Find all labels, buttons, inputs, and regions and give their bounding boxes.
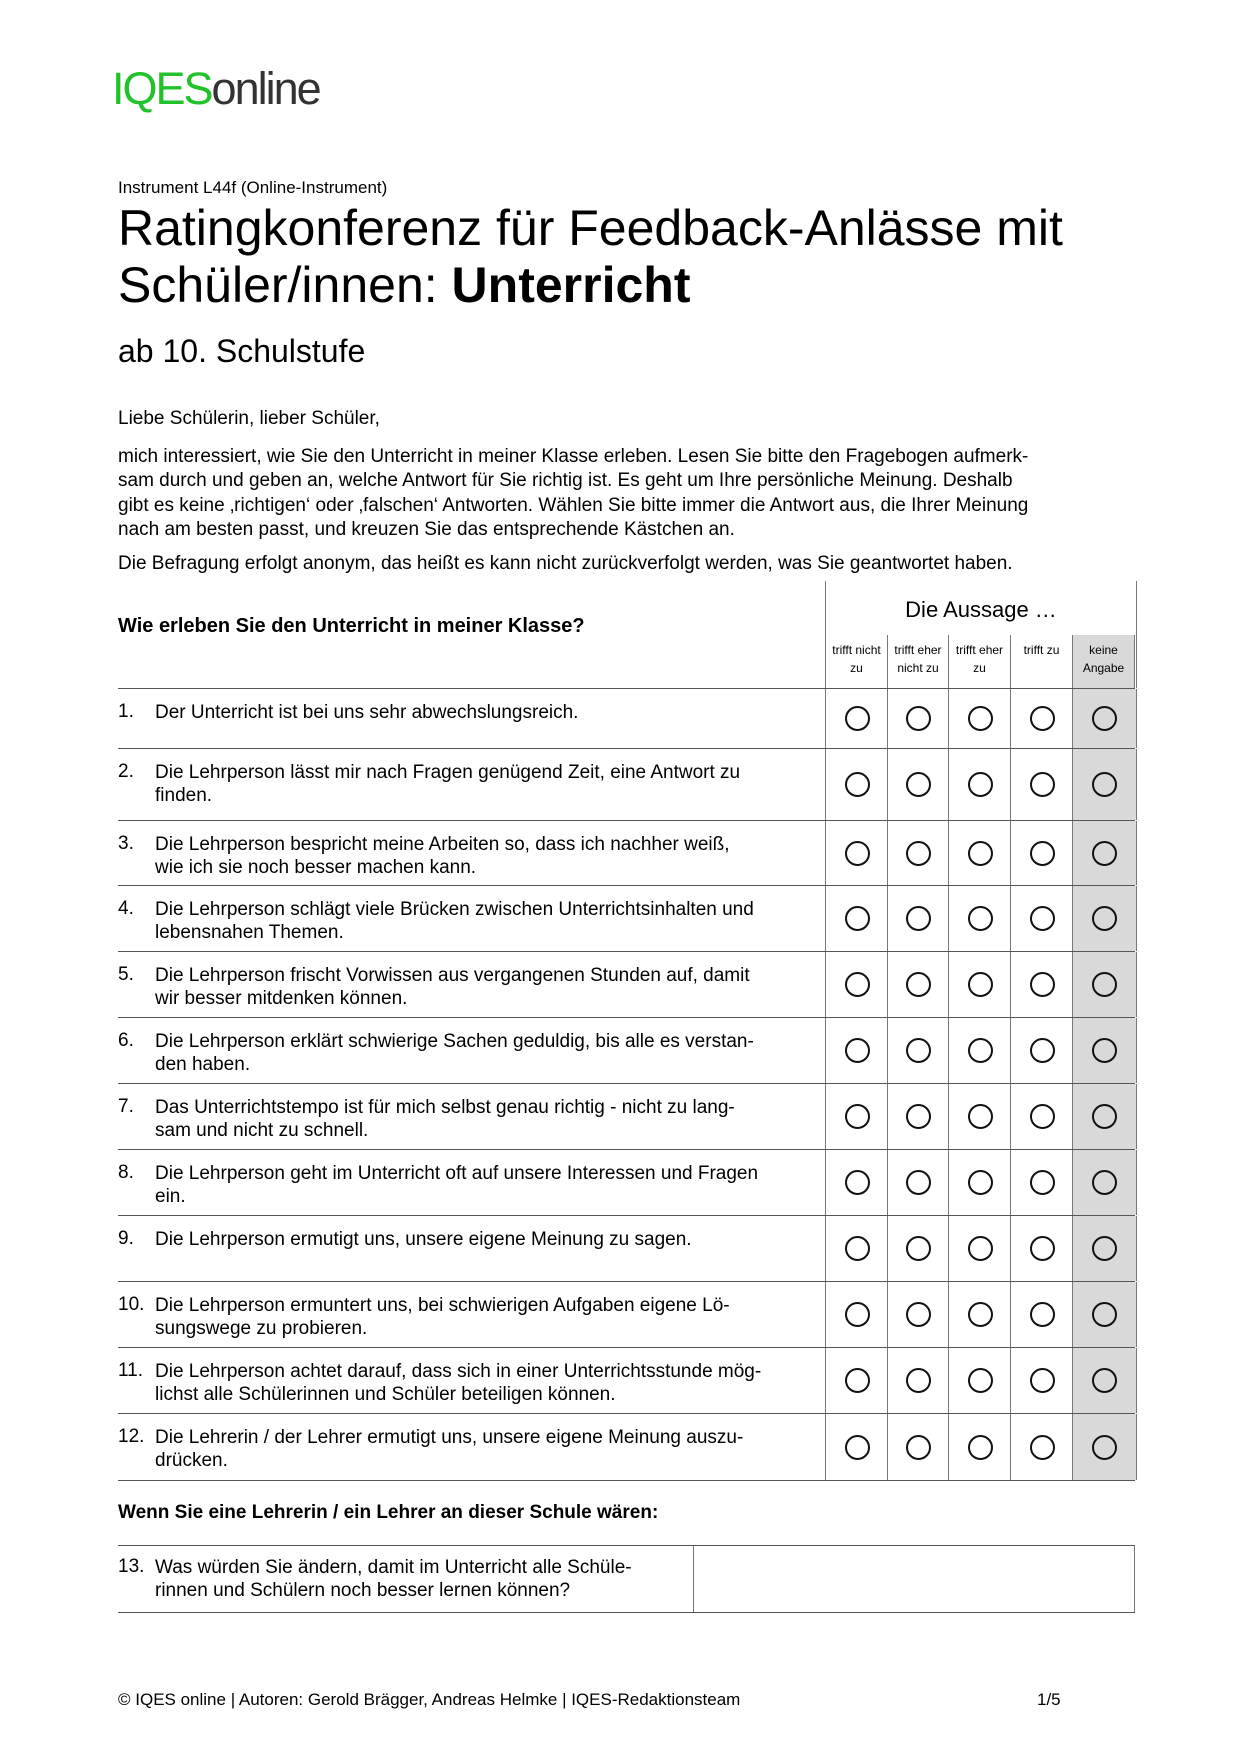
rating-option-4[interactable] <box>1010 1150 1073 1215</box>
rating-option-4[interactable] <box>1010 1018 1073 1083</box>
radio-circle-icon[interactable] <box>1092 906 1117 931</box>
radio-circle-icon[interactable] <box>906 1104 931 1129</box>
iqes-logo: IQESonline <box>112 63 320 114</box>
rating-option-2[interactable] <box>887 749 949 820</box>
radio-circle-icon[interactable] <box>906 1435 931 1460</box>
radio-circle-icon[interactable] <box>968 1236 993 1261</box>
radio-circle-icon[interactable] <box>968 1104 993 1129</box>
rating-option-3[interactable] <box>948 1018 1011 1083</box>
rating-option-2[interactable] <box>887 1084 949 1149</box>
radio-circle-icon[interactable] <box>906 1236 931 1261</box>
radio-circle-icon[interactable] <box>906 706 931 731</box>
rating-option-2[interactable] <box>887 1018 949 1083</box>
rating-option-5[interactable] <box>1072 689 1137 748</box>
radio-circle-icon[interactable] <box>845 1104 870 1129</box>
footer-text: © IQES online | Autoren: Gerold Brägger, Andreas Helmke | IQES-Redaktionsteam <box>118 1690 741 1709</box>
question-row: 1. Der Unterricht ist bei uns sehr abwechslungsreich. <box>118 689 1135 749</box>
rating-option-5[interactable] <box>1072 1282 1137 1347</box>
scale-heading: Die Aussage … <box>905 597 1057 622</box>
open-answer-field[interactable] <box>693 1546 1135 1612</box>
rating-option-1[interactable] <box>825 1414 888 1480</box>
radio-circle-icon[interactable] <box>968 1435 993 1460</box>
radio-circle-icon[interactable] <box>968 841 993 866</box>
radio-circle-icon[interactable] <box>906 772 931 797</box>
question-text: Die Lehrperson geht im Unterricht oft auf unsere Interessen und Fragen ein. <box>155 1163 759 1207</box>
question-row: 5. Die Lehrperson frischt Vorwissen aus vergangenen Stunden auf, damit wir besser mitdenken können. <box>118 952 1135 1018</box>
radio-circle-icon[interactable] <box>968 772 993 797</box>
rating-option-4[interactable] <box>1010 1084 1073 1149</box>
radio-circle-icon[interactable] <box>845 1170 870 1195</box>
rating-option-1[interactable] <box>825 1282 888 1347</box>
radio-circle-icon[interactable] <box>845 772 870 797</box>
radio-circle-icon[interactable] <box>1030 1104 1055 1129</box>
question-text: Die Lehrperson lässt mir nach Fragen genügend Zeit, eine Antwort zu finden. <box>155 762 741 806</box>
rating-option-3[interactable] <box>948 1216 1011 1281</box>
column-header-1: trifft nicht zu <box>825 635 887 688</box>
question-row: 4. Die Lehrperson schlägt viele Brücken zwischen Unterrichtsinhalten und lebensnahen Themen. <box>118 886 1135 952</box>
radio-circle-icon[interactable] <box>845 706 870 731</box>
question-text: Die Lehrperson achtet darauf, dass sich in einer Unterrichtsstunde mög- lichst alle Schülerinnen und Schüler beteiligen können. <box>155 1361 762 1405</box>
question-row: 3. Die Lehrperson bespricht meine Arbeiten so, dass ich nachher weiß, wie ich sie noch besser machen kann. <box>118 821 1135 886</box>
subtitle: ab 10. Schulstufe <box>118 333 366 369</box>
radio-circle-icon[interactable] <box>906 1368 931 1393</box>
rating-option-2[interactable] <box>887 1348 949 1413</box>
radio-circle-icon[interactable] <box>1092 972 1117 997</box>
rating-option-1[interactable] <box>825 952 888 1017</box>
greeting: Liebe Schülerin, lieber Schüler, <box>118 408 380 429</box>
rating-option-2[interactable] <box>887 689 949 748</box>
rating-option-3[interactable] <box>948 689 1011 748</box>
question-row: 2. Die Lehrperson lässt mir nach Fragen genügend Zeit, eine Antwort zu finden. <box>118 749 1135 821</box>
rating-option-3[interactable] <box>948 749 1011 820</box>
rating-option-4[interactable] <box>1010 1282 1073 1347</box>
rating-option-5[interactable] <box>1072 1414 1137 1480</box>
rating-option-5[interactable] <box>1072 749 1137 820</box>
question-row: 11. Die Lehrperson achtet darauf, dass sich in einer Unterrichtsstunde mög- lichst alle Schülerinnen und Schüler beteiligen können. <box>118 1348 1135 1414</box>
radio-circle-icon[interactable] <box>845 1435 870 1460</box>
column-header-2: trifft eher nicht zu <box>887 635 948 688</box>
question-row: 12. Die Lehrerin / der Lehrer ermutigt uns, unsere eigene Meinung auszu- drücken. <box>118 1414 1135 1481</box>
radio-circle-icon[interactable] <box>968 1302 993 1327</box>
open-section-heading: Wenn Sie eine Lehrerin / ein Lehrer an dieser Schule wären: <box>118 1502 659 1523</box>
rating-table <box>118 581 1135 1481</box>
radio-circle-icon[interactable] <box>906 1302 931 1327</box>
rating-option-1[interactable] <box>825 1018 888 1083</box>
radio-circle-icon[interactable] <box>906 972 931 997</box>
column-header-4: trifft zu <box>1010 635 1072 688</box>
radio-circle-icon[interactable] <box>1092 1236 1117 1261</box>
rating-option-4[interactable] <box>1010 1414 1073 1480</box>
question-row: 6. Die Lehrperson erklärt schwierige Sachen geduldig, bis alle es verstan- den haben. <box>118 1018 1135 1084</box>
rating-option-5[interactable] <box>1072 821 1137 885</box>
radio-circle-icon[interactable] <box>968 972 993 997</box>
rating-option-5[interactable] <box>1072 886 1137 951</box>
rating-option-1[interactable] <box>825 1216 888 1281</box>
rating-option-3[interactable] <box>948 1348 1011 1413</box>
rating-option-2[interactable] <box>887 821 949 885</box>
rating-option-4[interactable] <box>1010 749 1073 820</box>
question-row: 10. Die Lehrperson ermuntert uns, bei schwierigen Aufgaben eigene Lö- sungswege zu probieren. <box>118 1282 1135 1348</box>
radio-circle-icon[interactable] <box>1030 972 1055 997</box>
radio-circle-icon[interactable] <box>968 706 993 731</box>
radio-circle-icon[interactable] <box>845 841 870 866</box>
radio-circle-icon[interactable] <box>845 1236 870 1261</box>
radio-circle-icon[interactable] <box>1092 1038 1117 1063</box>
radio-circle-icon[interactable] <box>1030 772 1055 797</box>
question-text: Die Lehrperson bespricht meine Arbeiten so, dass ich nachher weiß, wie ich sie noch besser machen kann. <box>155 834 730 878</box>
rating-option-3[interactable] <box>948 1414 1011 1480</box>
table-header <box>118 581 1135 689</box>
rating-option-3[interactable] <box>948 952 1011 1017</box>
radio-circle-icon[interactable] <box>1030 906 1055 931</box>
radio-circle-icon[interactable] <box>1030 1170 1055 1195</box>
radio-circle-icon[interactable] <box>968 906 993 931</box>
rating-option-4[interactable] <box>1010 886 1073 951</box>
page-title: Ratingkonferenz für Feedback-Anlässe mit Schüler/innen: Unterricht <box>118 200 1063 313</box>
rating-option-4[interactable] <box>1010 689 1073 748</box>
radio-circle-icon[interactable] <box>845 1302 870 1327</box>
instrument-label: Instrument L44f (Online-Instrument) <box>118 178 388 197</box>
radio-circle-icon[interactable] <box>1092 1368 1117 1393</box>
radio-circle-icon[interactable] <box>1030 1368 1055 1393</box>
question-text: Die Lehrperson erklärt schwierige Sachen geduldig, bis alle es verstan- den haben. <box>155 1031 754 1075</box>
column-header-5: keine Angabe <box>1072 635 1135 688</box>
radio-circle-icon[interactable] <box>1030 1038 1055 1063</box>
radio-circle-icon[interactable] <box>845 1038 870 1063</box>
radio-circle-icon[interactable] <box>906 906 931 931</box>
question-heading: Wie erleben Sie den Unterricht in meiner Klasse? <box>118 615 585 637</box>
rating-option-4[interactable] <box>1010 1348 1073 1413</box>
rating-option-1[interactable] <box>825 689 888 748</box>
radio-circle-icon[interactable] <box>845 1368 870 1393</box>
radio-circle-icon[interactable] <box>906 841 931 866</box>
rating-option-1[interactable] <box>825 1348 888 1413</box>
rating-option-3[interactable] <box>948 1084 1011 1149</box>
rating-option-1[interactable] <box>825 886 888 951</box>
rating-option-1[interactable] <box>825 749 888 820</box>
radio-circle-icon[interactable] <box>968 1170 993 1195</box>
radio-circle-icon[interactable] <box>1092 1435 1117 1460</box>
question-text: Die Lehrperson frischt Vorwissen aus vergangenen Stunden auf, damit wir besser mitdenken können. <box>155 965 750 1009</box>
radio-circle-icon[interactable] <box>906 1170 931 1195</box>
question-row: 8. Die Lehrperson geht im Unterricht oft auf unsere Interessen und Fragen ein. <box>118 1150 1135 1216</box>
rating-option-1[interactable] <box>825 1084 888 1149</box>
anonymity-note: Die Befragung erfolgt anonym, das heißt es kann nicht zurückverfolgt werden, was Sie geantwortet haben. <box>118 553 1013 574</box>
radio-circle-icon[interactable] <box>1030 1302 1055 1327</box>
rating-option-2[interactable] <box>887 1414 949 1480</box>
rating-option-4[interactable] <box>1010 952 1073 1017</box>
radio-circle-icon[interactable] <box>845 972 870 997</box>
question-text: Das Unterrichtstempo ist für mich selbst genau richtig - nicht zu lang- sam und nicht zu schnell. <box>155 1097 735 1141</box>
radio-circle-icon[interactable] <box>1030 706 1055 731</box>
rating-option-1[interactable] <box>825 1150 888 1215</box>
rating-option-1[interactable] <box>825 821 888 885</box>
radio-circle-icon[interactable] <box>1092 841 1117 866</box>
rating-option-3[interactable] <box>948 821 1011 885</box>
question-text: Die Lehrperson ermuntert uns, bei schwierigen Aufgaben eigene Lö- sungswege zu probieren. <box>155 1295 730 1339</box>
radio-circle-icon[interactable] <box>968 1038 993 1063</box>
page-number: 1/5 <box>1037 1690 1061 1709</box>
radio-circle-icon[interactable] <box>1030 1236 1055 1261</box>
rating-option-2[interactable] <box>887 1216 949 1281</box>
rating-option-2[interactable] <box>887 1282 949 1347</box>
rating-option-5[interactable] <box>1072 1084 1137 1149</box>
question-text: Die Lehrerin / der Lehrer ermutigt uns, unsere eigene Meinung auszu- drücken. <box>155 1427 744 1471</box>
radio-circle-icon[interactable] <box>845 906 870 931</box>
radio-circle-icon[interactable] <box>1092 706 1117 731</box>
rating-option-2[interactable] <box>887 1150 949 1215</box>
rating-option-5[interactable] <box>1072 1018 1137 1083</box>
rating-option-2[interactable] <box>887 952 949 1017</box>
radio-circle-icon[interactable] <box>1030 1435 1055 1460</box>
rating-option-4[interactable] <box>1010 821 1073 885</box>
rating-option-2[interactable] <box>887 886 949 951</box>
radio-circle-icon[interactable] <box>1092 1302 1117 1327</box>
rating-option-4[interactable] <box>1010 1216 1073 1281</box>
intro-paragraph: mich interessiert, wie Sie den Unterricht in meiner Klasse erleben. Lesen Sie bitte den Fragebogen aufmerk- sam durch und geben an, welche Antwort für Sie richtig ist. Es geht um Ihre persönliche Meinung. Deshalb gibt es keine ‚richtigen‘ oder ‚falschen‘ Antworten. Wählen Sie bitte immer die Antwort aus, die Ihrer Meinung nach am besten passt, und kreuzen Sie das entsprechende Kästchen an. <box>118 446 1029 540</box>
radio-circle-icon[interactable] <box>906 1038 931 1063</box>
radio-circle-icon[interactable] <box>1092 1170 1117 1195</box>
rating-option-3[interactable] <box>948 1150 1011 1215</box>
column-header-3: trifft eher zu <box>948 635 1010 688</box>
rating-option-5[interactable] <box>1072 1150 1137 1215</box>
question-row: 7. Das Unterrichtstempo ist für mich selbst genau richtig - nicht zu lang- sam und nicht zu schnell. <box>118 1084 1135 1150</box>
open-question-row: 13. Was würden Sie ändern, damit im Unterricht alle Schüle- rinnen und Schülern noch besser lernen können? <box>118 1545 1135 1613</box>
radio-circle-icon[interactable] <box>968 1368 993 1393</box>
rating-option-5[interactable] <box>1072 1348 1137 1413</box>
rating-option-3[interactable] <box>948 886 1011 951</box>
rating-option-3[interactable] <box>948 1282 1011 1347</box>
radio-circle-icon[interactable] <box>1030 841 1055 866</box>
question-text: Die Lehrperson ermutigt uns, unsere eigene Meinung zu sagen. <box>155 1229 692 1250</box>
question-text: Der Unterricht ist bei uns sehr abwechslungsreich. <box>155 702 579 723</box>
radio-circle-icon[interactable] <box>1092 1104 1117 1129</box>
question-text: Die Lehrperson schlägt viele Brücken zwischen Unterrichtsinhalten und lebensnahen Themen. <box>155 899 754 943</box>
rating-option-5[interactable] <box>1072 952 1137 1017</box>
radio-circle-icon[interactable] <box>1092 772 1117 797</box>
rating-option-5[interactable] <box>1072 1216 1137 1281</box>
question-row: 9. Die Lehrperson ermutigt uns, unsere eigene Meinung zu sagen. <box>118 1216 1135 1282</box>
